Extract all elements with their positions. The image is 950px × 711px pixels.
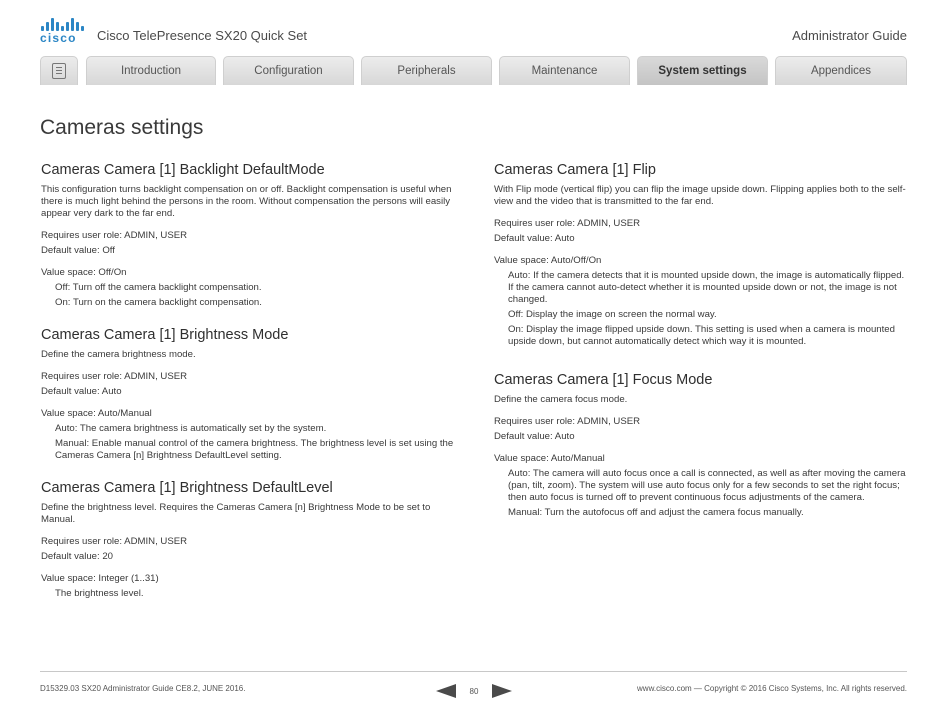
- value-space: Value space: Auto/Manual: [41, 408, 152, 419]
- setting-section: [41, 162, 461, 309]
- left-column: [41, 162, 461, 618]
- value-space: Value space: Auto/Manual: [494, 453, 605, 464]
- value-option: Off: Turn off the camera backlight compensation.: [55, 282, 262, 293]
- value-option: On: Turn on the camera backlight compensation.: [55, 297, 262, 308]
- setting-description: Define the camera brightness mode.: [41, 349, 196, 360]
- page-title: Cameras settings: [40, 116, 204, 139]
- tab-introduction[interactable]: Introduction: [86, 56, 216, 85]
- tab-maintenance[interactable]: Maintenance: [499, 56, 630, 85]
- default-value: Default value: 20: [41, 551, 113, 562]
- logo-text: cisco: [40, 31, 77, 45]
- value-option: Auto: The camera brightness is automatically set by the system.: [55, 423, 327, 434]
- value-option: Auto: If the camera detects that it is mounted upside down, the image is automatically flipped. If the camera cannot auto-detect whether it is mounted upside down or not, the image is not changed.: [508, 270, 905, 305]
- user-role: Requires user role: ADMIN, USER: [494, 416, 641, 427]
- setting-heading: Cameras Camera [1] Brightness DefaultLevel: [41, 480, 333, 496]
- value-option: On: Display the image flipped upside down. This setting is used when a camera is mounted upside down, but cannot automatically detect which way it is mounted.: [508, 324, 895, 347]
- value-option: Auto: The camera will auto focus once a call is connected, as well as after moving the camera (pan, tilt, zoom). The system will use auto focus only for a few seconds to set the right focus; then auto focus is turned off to prevent continuous focus adjustments of the camera.: [508, 468, 906, 503]
- setting-section: [41, 327, 461, 462]
- guide-title: Administrator Guide: [792, 28, 907, 43]
- default-value: Default value: Off: [41, 245, 115, 256]
- tab-system-settings[interactable]: System settings: [637, 56, 768, 85]
- menu-icon: [52, 63, 66, 79]
- user-role: Requires user role: ADMIN, USER: [41, 230, 188, 241]
- default-value: Default value: Auto: [494, 233, 575, 244]
- default-value: Default value: Auto: [494, 431, 575, 442]
- tab-configuration[interactable]: Configuration: [223, 56, 354, 85]
- user-role: Requires user role: ADMIN, USER: [494, 218, 641, 229]
- value-option: Off: Display the image on screen the normal way.: [508, 309, 717, 320]
- tab-contents-menu[interactable]: [40, 56, 78, 85]
- document-title: Cisco TelePresence SX20 Quick Set: [97, 28, 308, 43]
- value-space: Value space: Off/On: [41, 267, 127, 278]
- cisco-logo: [40, 17, 84, 45]
- setting-section: [494, 162, 907, 348]
- user-role: Requires user role: ADMIN, USER: [41, 371, 188, 382]
- value-space: Value space: Auto/Off/On: [494, 255, 602, 266]
- value-option: Manual: Enable manual control of the camera brightness. The brightness level is set using the Cameras Camera [n] Brightness DefaultLevel setting.: [55, 438, 454, 461]
- page-navigation: [436, 684, 512, 698]
- nav-tabs: [40, 56, 907, 86]
- value-space: Value space: Integer (1..31): [41, 573, 159, 584]
- value-option: The brightness level.: [55, 588, 144, 599]
- footer-document-id: D15329.03 SX20 Administrator Guide CE8.2, JUNE 2016.: [40, 684, 246, 693]
- page-header: [0, 0, 950, 56]
- footer-copyright: www.cisco.com — Copyright © 2016 Cisco Systems, Inc. All rights reserved.: [637, 684, 907, 693]
- setting-description: With Flip mode (vertical flip) you can flip the image upside down. Flipping applies both to the self-view and the video that is transmitted to the far end.: [494, 184, 906, 207]
- tab-appendices[interactable]: Appendices: [775, 56, 907, 85]
- setting-description: Define the brightness level. Requires the Cameras Camera [n] Brightness Mode to be set to Manual.: [41, 502, 431, 525]
- tab-peripherals[interactable]: Peripherals: [361, 56, 492, 85]
- next-page-arrow-icon[interactable]: [492, 684, 512, 698]
- footer-divider: [40, 671, 907, 672]
- setting-section: [41, 480, 461, 600]
- setting-heading: Cameras Camera [1] Backlight DefaultMode: [41, 162, 325, 178]
- setting-heading: Cameras Camera [1] Flip: [494, 162, 656, 178]
- user-role: Requires user role: ADMIN, USER: [41, 536, 188, 547]
- right-column: [494, 162, 907, 537]
- value-option: Manual: Turn the autofocus off and adjust the camera focus manually.: [508, 507, 804, 518]
- setting-heading: Cameras Camera [1] Brightness Mode: [41, 327, 289, 343]
- setting-section: [494, 372, 907, 519]
- setting-heading: Cameras Camera [1] Focus Mode: [494, 372, 713, 388]
- default-value: Default value: Auto: [41, 386, 122, 397]
- page-number: 80: [469, 687, 479, 696]
- setting-description: This configuration turns backlight compensation on or off. Backlight compensation is useful when there is much light behind the persons in the room. Without compensation the persons will easily appear very dark to the far end.: [41, 184, 452, 219]
- setting-description: Define the camera focus mode.: [494, 394, 628, 405]
